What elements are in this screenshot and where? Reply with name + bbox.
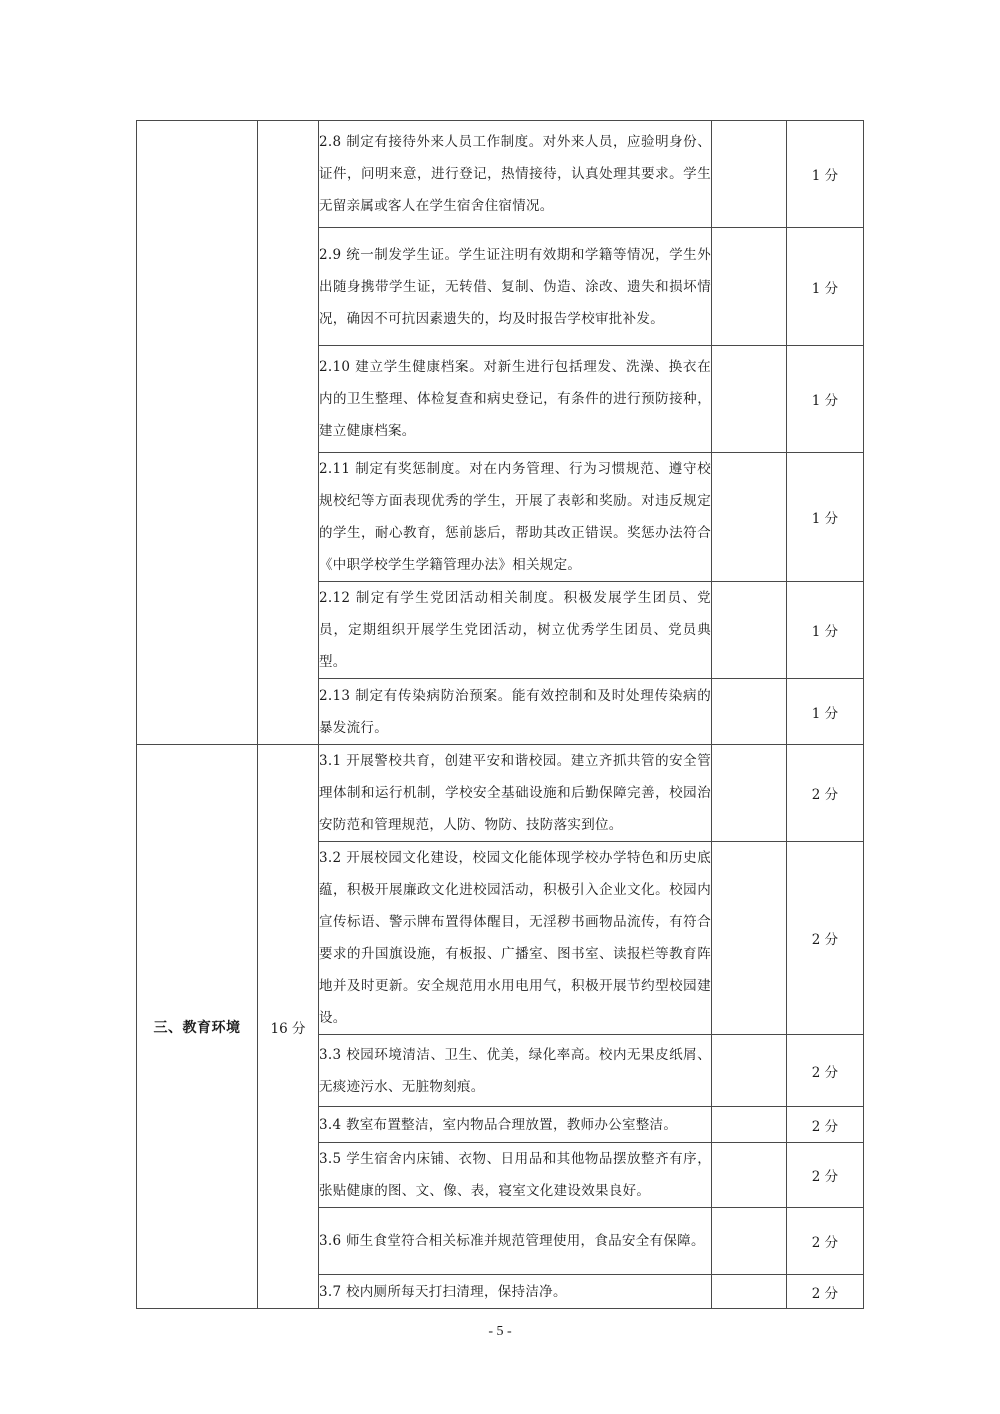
item-points: 1 分 — [787, 121, 864, 228]
item-content: 2.11 制定有奖惩制度。对在内务管理、行为习惯规范、遵守校规校纪等方面表现优秀的学生，开展了表彰和奖励。对违反规定的学生，耐心教育，惩前毖后，帮助其改正错误。奖惩办法符合《中职学校学生学籍管理办法》相关规定。 — [319, 453, 712, 582]
item-points: 2 分 — [787, 1143, 864, 1208]
blank-cell — [712, 1275, 787, 1309]
section-name-cell — [137, 121, 258, 745]
blank-cell — [712, 346, 787, 453]
item-points: 1 分 — [787, 679, 864, 745]
blank-cell — [712, 842, 787, 1035]
item-content: 2.8 制定有接待外来人员工作制度。对外来人员，应验明身份、证件，问明来意，进行登记，热情接待，认真处理其要求。学生无留亲属或客人在学生宿舍住宿情况。 — [319, 121, 712, 228]
blank-cell — [712, 1035, 787, 1107]
table-row — [137, 121, 864, 228]
item-content: 3.1 开展警校共育，创建平安和谐校园。建立齐抓共管的安全管理体制和运行机制，学校安全基础设施和后勤保障完善，校园治安防范和管理规范，人防、物防、技防落实到位。 — [319, 745, 712, 842]
item-content: 3.5 学生宿舍内床铺、衣物、日用品和其他物品摆放整齐有序，张贴健康的图、文、像、表，寝室文化建设效果良好。 — [319, 1143, 712, 1208]
section-name-cell: 三、教育环境 — [137, 745, 258, 1309]
blank-cell — [712, 679, 787, 745]
blank-cell — [712, 582, 787, 679]
item-content: 3.3 校园环境清洁、卫生、优美，绿化率高。校内无果皮纸屑、无痰迹污水、无脏物刻痕。 — [319, 1035, 712, 1107]
item-content: 3.6 师生食堂符合相关标准并规范管理使用，食品安全有保障。 — [319, 1208, 712, 1275]
section-score-cell: 16 分 — [258, 745, 319, 1309]
section-score-cell — [258, 121, 319, 745]
item-content: 2.9 统一制发学生证。学生证注明有效期和学籍等情况，学生外出随身携带学生证，无转借、复制、伪造、涂改、遗失和损坏情况，确因不可抗因素遗失的，均及时报告学校审批补发。 — [319, 228, 712, 346]
item-content: 2.12 制定有学生党团活动相关制度。积极发展学生团员、党员，定期组织开展学生党团活动，树立优秀学生团员、党员典型。 — [319, 582, 712, 679]
blank-cell — [712, 1208, 787, 1275]
item-points: 2 分 — [787, 842, 864, 1035]
table-row — [137, 745, 864, 842]
blank-cell — [712, 1107, 787, 1143]
item-points: 2 分 — [787, 1035, 864, 1107]
item-points: 2 分 — [787, 745, 864, 842]
item-points: 1 分 — [787, 582, 864, 679]
blank-cell — [712, 1143, 787, 1208]
item-content: 3.2 开展校园文化建设，校园文化能体现学校办学特色和历史底蕴，积极开展廉政文化进校园活动，积极引入企业文化。校园内宣传标语、警示牌布置得体醒目，无淫秽书画物品流传，有符合要求的升国旗设施，有板报、广播室、图书室、读报栏等教育阵地并及时更新。安全规范用水用电用气，积极开展节约型校园建设。 — [319, 842, 712, 1035]
item-content: 3.4 教室布置整洁，室内物品合理放置，教师办公室整洁。 — [319, 1107, 712, 1143]
item-content: 3.7 校内厕所每天打扫清理，保持洁净。 — [319, 1275, 712, 1309]
evaluation-table — [136, 120, 864, 1309]
blank-cell — [712, 228, 787, 346]
blank-cell — [712, 121, 787, 228]
item-points: 2 分 — [787, 1107, 864, 1143]
item-content: 2.10 建立学生健康档案。对新生进行包括理发、洗澡、换衣在内的卫生整理、体检复查和病史登记，有条件的进行预防接种，建立健康档案。 — [319, 346, 712, 453]
item-points: 1 分 — [787, 453, 864, 582]
blank-cell — [712, 453, 787, 582]
blank-cell — [712, 745, 787, 842]
item-content: 2.13 制定有传染病防治预案。能有效控制和及时处理传染病的暴发流行。 — [319, 679, 712, 745]
item-points: 1 分 — [787, 346, 864, 453]
page-number: - 5 - — [488, 1324, 512, 1339]
item-points: 2 分 — [787, 1275, 864, 1309]
item-points: 2 分 — [787, 1208, 864, 1275]
item-points: 1 分 — [787, 228, 864, 346]
